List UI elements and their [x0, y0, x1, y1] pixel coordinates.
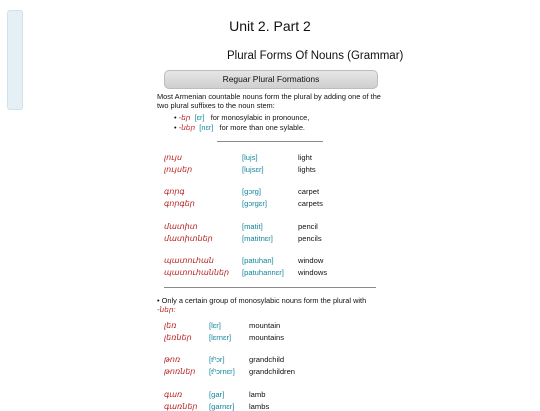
armenian-word: լույս — [164, 153, 183, 162]
english-translation: grandchildren — [249, 367, 296, 376]
english-translation: mountain — [249, 321, 281, 330]
armenian-word: լեռ — [164, 321, 177, 330]
english-translation: lights — [298, 165, 316, 174]
note-text: • Only a certain group of monosylabic nouns form the plural with — [157, 296, 367, 305]
bullet-dot: • — [174, 113, 179, 122]
english-translation: pencils — [298, 234, 322, 243]
ipa-transcription: [patuhannɛr] — [242, 268, 284, 277]
ipa-transcription: [lɛr] — [209, 321, 221, 330]
ipa-transcription: [gɔrgɛr] — [242, 199, 268, 208]
english-translation: windows — [298, 268, 328, 277]
armenian-word: պատուհաններ — [164, 268, 230, 277]
english-translation: window — [298, 256, 324, 265]
armenian-word: գառ — [164, 390, 183, 399]
bullet-dot: • — [174, 122, 179, 132]
intro-paragraph: Most Armenian countable nouns form the plural by adding one of the two plural suffixes to the noun stem: — [157, 92, 381, 111]
ipa-transcription: [lɛrnɛr] — [209, 333, 232, 342]
ipa-transcription: [garnɛr] — [209, 402, 235, 411]
english-translation: grandchild — [249, 355, 285, 364]
english-translation: carpet — [298, 187, 320, 196]
note-paragraph — [157, 296, 383, 315]
armenian-word: պատուհան — [164, 256, 214, 265]
page-title: Unit 2. Part 2 — [229, 18, 311, 34]
ipa-transcription: [tʰɔrnɛr] — [209, 367, 235, 376]
ipa-transcription: [lujs] — [242, 153, 258, 162]
ipa-transcription: [lujsɛr] — [242, 165, 264, 174]
english-translation: lamb — [249, 390, 266, 399]
suffix-text: -ներ — [178, 122, 196, 132]
armenian-word: մատիտ — [164, 222, 198, 231]
english-translation: pencil — [298, 222, 318, 231]
armenian-word: մատիտներ — [164, 234, 213, 243]
armenian-word: թոռ — [164, 355, 181, 364]
armenian-word: գառներ — [164, 402, 198, 411]
english-translation: light — [298, 153, 312, 162]
suffix-desc: for more than one sylable. — [219, 122, 305, 132]
suffix-ipa: [nɛr] — [199, 122, 214, 132]
armenian-word: գորգեր — [164, 199, 195, 208]
suffix-list — [174, 113, 309, 132]
note-suffix: -ներ: — [157, 305, 176, 315]
english-translation: carpets — [298, 199, 323, 208]
ipa-transcription: [matitnɛr] — [242, 234, 273, 243]
armenian-word: գորգ — [164, 187, 185, 196]
suffix-ipa: [ɛr] — [194, 113, 205, 122]
divider — [164, 287, 376, 288]
armenian-word: լույսեր — [164, 165, 193, 174]
suffix-item — [174, 113, 309, 123]
page-subtitle: Plural Forms Of Nouns (Grammar) — [227, 50, 404, 62]
section-heading: Reguar Plural Formations — [164, 70, 378, 89]
ipa-transcription: [gɔrg] — [242, 187, 261, 196]
ipa-transcription: [tʰɔr] — [209, 355, 225, 364]
suffix-desc: for monosylabic in pronounce, — [210, 113, 310, 122]
english-translation: lambs — [249, 402, 270, 411]
english-translation: mountains — [249, 333, 285, 342]
armenian-word: լեռներ — [164, 333, 192, 342]
suffix-text: -եր — [178, 113, 191, 122]
suffix-item — [174, 123, 309, 133]
ipa-transcription: [patuhan] — [242, 256, 274, 265]
armenian-word: թոռներ — [164, 367, 196, 376]
ipa-transcription: [matit] — [242, 222, 263, 231]
ipa-transcription: [gar] — [209, 390, 225, 399]
divider — [217, 141, 323, 142]
